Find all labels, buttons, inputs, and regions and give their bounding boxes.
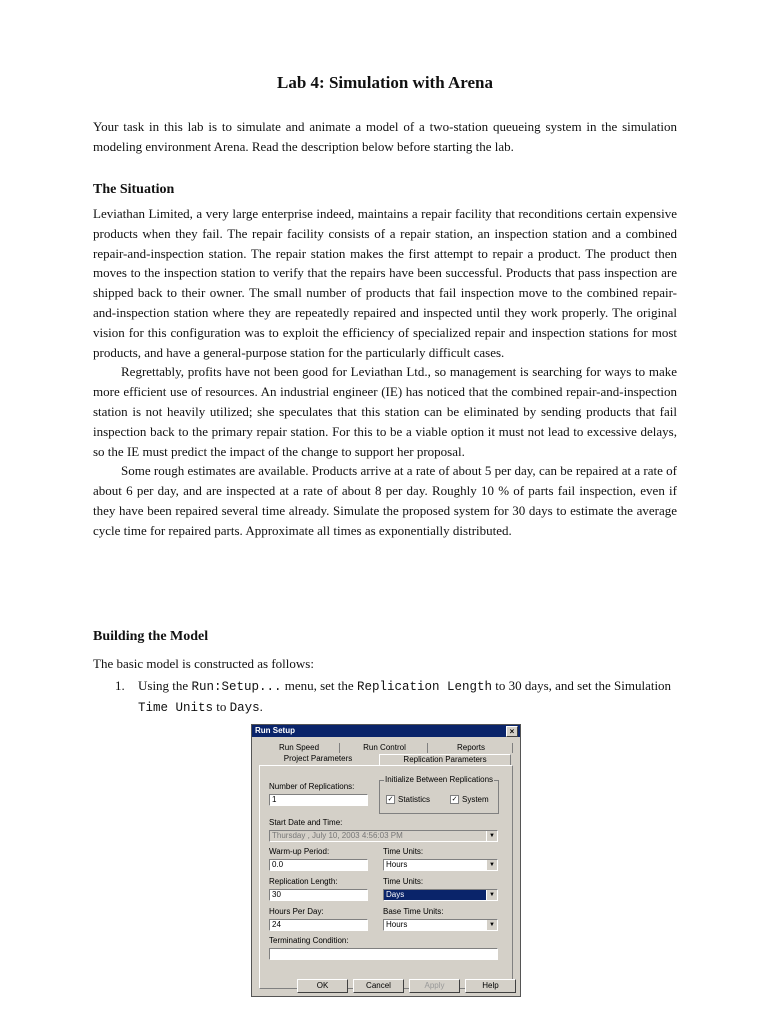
time-units-label-1: Time Units: <box>383 847 424 856</box>
statistics-checkbox[interactable]: ✓ <box>387 796 394 803</box>
step-1-text <box>138 676 677 718</box>
close-icon[interactable]: × <box>506 726 518 737</box>
system-label: System <box>462 795 489 804</box>
warmup-time-units-value: Hours <box>386 860 408 869</box>
start-datetime-label: Start Date and Time: <box>269 818 343 827</box>
num-replications-label: Number of Replications: <box>269 782 355 791</box>
situation-paragraph-1: Leviathan Limited, a very large enterprise indeed, maintains a repair facility that reconditions certain expensive products when they fail. The repair facility consists of a repair station, an inspection station and a combined repair-and-inspection station. The repair station makes the first attempt to repair a product. The product then moves to the inspection station to verify that the repairs have been successful. Products that pass inspection are shipped back to their owner. The small number of products that fail inspection move to the combined repair-and-inspection station where they are repeatedly repaired and inspected until they work properly. The original vision for this configuration was to exploit the efficiency of specialized repair and inspection stations for most products, and have a general-purpose station for the particularly difficult cases. <box>93 206 677 360</box>
tab-run-speed[interactable]: Run Speed <box>259 743 340 753</box>
statistics-label: Statistics <box>398 795 431 804</box>
step-text: to <box>213 699 230 714</box>
param-code: Replication Length <box>356 680 492 694</box>
step-text: . <box>259 699 263 714</box>
tab-reports[interactable]: Reports <box>430 743 513 753</box>
replication-time-units-select[interactable] <box>383 889 498 901</box>
ok-button[interactable]: OK <box>297 979 348 993</box>
help-button[interactable]: Help <box>465 979 516 993</box>
tab-run-control[interactable]: Run Control <box>342 743 428 753</box>
num-replications-input[interactable]: 1 <box>269 794 368 806</box>
base-time-units-label: Base Time Units: <box>383 907 444 916</box>
chevron-down-icon[interactable]: ▼ <box>486 920 497 930</box>
menu-code: Run:Setup... <box>191 680 282 694</box>
base-time-units-value: Hours <box>386 920 408 929</box>
chevron-down-icon[interactable]: ▼ <box>486 890 497 900</box>
step-text: to 30 days, and set the Simulation <box>491 678 672 693</box>
initialize-group-label: Initialize Between Replications <box>385 775 494 784</box>
page-title: Lab 4: Simulation with Arena <box>276 73 493 92</box>
situation-paragraph-3: Some rough estimates are available. Products arrive at a rate of about 5 per day, can be repaired at a rate of about 6 per day, and are inspected at a rate of about 8 per day. Roughly 10 % of parts fail inspection, even if they have been repaired several time already. Simulate the proposed system for 30 days to estimate the average cycle time for repaired parts. Approximate all times as exponentially distributed. <box>93 463 677 538</box>
situation-paragraph-2: Regrettably, profits have not been good for Leviathan Ltd., so management is searching for ways to make more efficient use of resources. An industrial engineer (IE) has noticed that the combined repair-and-inspection station is not heavily utilized; she speculates that this station can be eliminated by sending products that fail inspection back to the primary repair station. For this to be a viable option it must not lead to excessive delays, so the IE must predict the impact of the change to support her proposal. <box>93 364 677 459</box>
cancel-button[interactable]: Cancel <box>353 979 404 993</box>
param-code: Days <box>229 701 260 715</box>
situation-heading: The Situation <box>93 182 175 197</box>
terminating-condition-input[interactable] <box>269 948 498 960</box>
hours-per-day-label: Hours Per Day: <box>269 907 324 916</box>
replication-length-label: Replication Length: <box>269 877 338 886</box>
step-text: Using the <box>138 678 192 693</box>
param-code: Time Units <box>138 701 214 715</box>
warmup-label: Warm-up Period: <box>269 847 330 856</box>
tab-replication-parameters[interactable]: Replication Parameters <box>379 754 511 765</box>
apply-button[interactable]: Apply <box>409 979 460 993</box>
warmup-input[interactable]: 0.0 <box>269 859 368 871</box>
base-time-units-select[interactable] <box>383 919 498 931</box>
tab-project-parameters[interactable]: Project Parameters <box>283 754 353 763</box>
dialog-title: Run Setup <box>255 726 295 735</box>
situation-section <box>93 204 677 541</box>
hours-per-day-input[interactable]: 24 <box>269 919 368 931</box>
replication-time-units-value: Days <box>386 890 405 899</box>
time-units-label-2: Time Units: <box>383 877 424 886</box>
intro-paragraph: Your task in this lab is to simulate and animate a model of a two-station queueing system in the simulation modeling environment Arena. Read the description below before starting the lab. <box>93 119 677 154</box>
replication-length-input[interactable]: 30 <box>269 889 368 901</box>
start-datetime-input[interactable] <box>269 830 498 842</box>
run-setup-dialog <box>251 724 521 997</box>
chevron-down-icon[interactable]: ▼ <box>486 860 497 870</box>
building-intro: The basic model is constructed as follows: <box>93 656 314 671</box>
warmup-time-units-select[interactable] <box>383 859 498 871</box>
system-checkbox[interactable]: ✓ <box>451 796 458 803</box>
step-text: menu, set the <box>281 678 357 693</box>
start-datetime-value: Thursday , July 10, 2003 4:56:03 PM <box>272 831 403 840</box>
dialog-titlebar <box>252 725 520 737</box>
step-number: 1. <box>115 678 125 693</box>
initialize-group <box>379 775 499 814</box>
terminating-condition-label: Terminating Condition: <box>269 936 349 945</box>
building-heading: Building the Model <box>93 629 209 644</box>
chevron-down-icon[interactable]: ▼ <box>486 831 497 841</box>
